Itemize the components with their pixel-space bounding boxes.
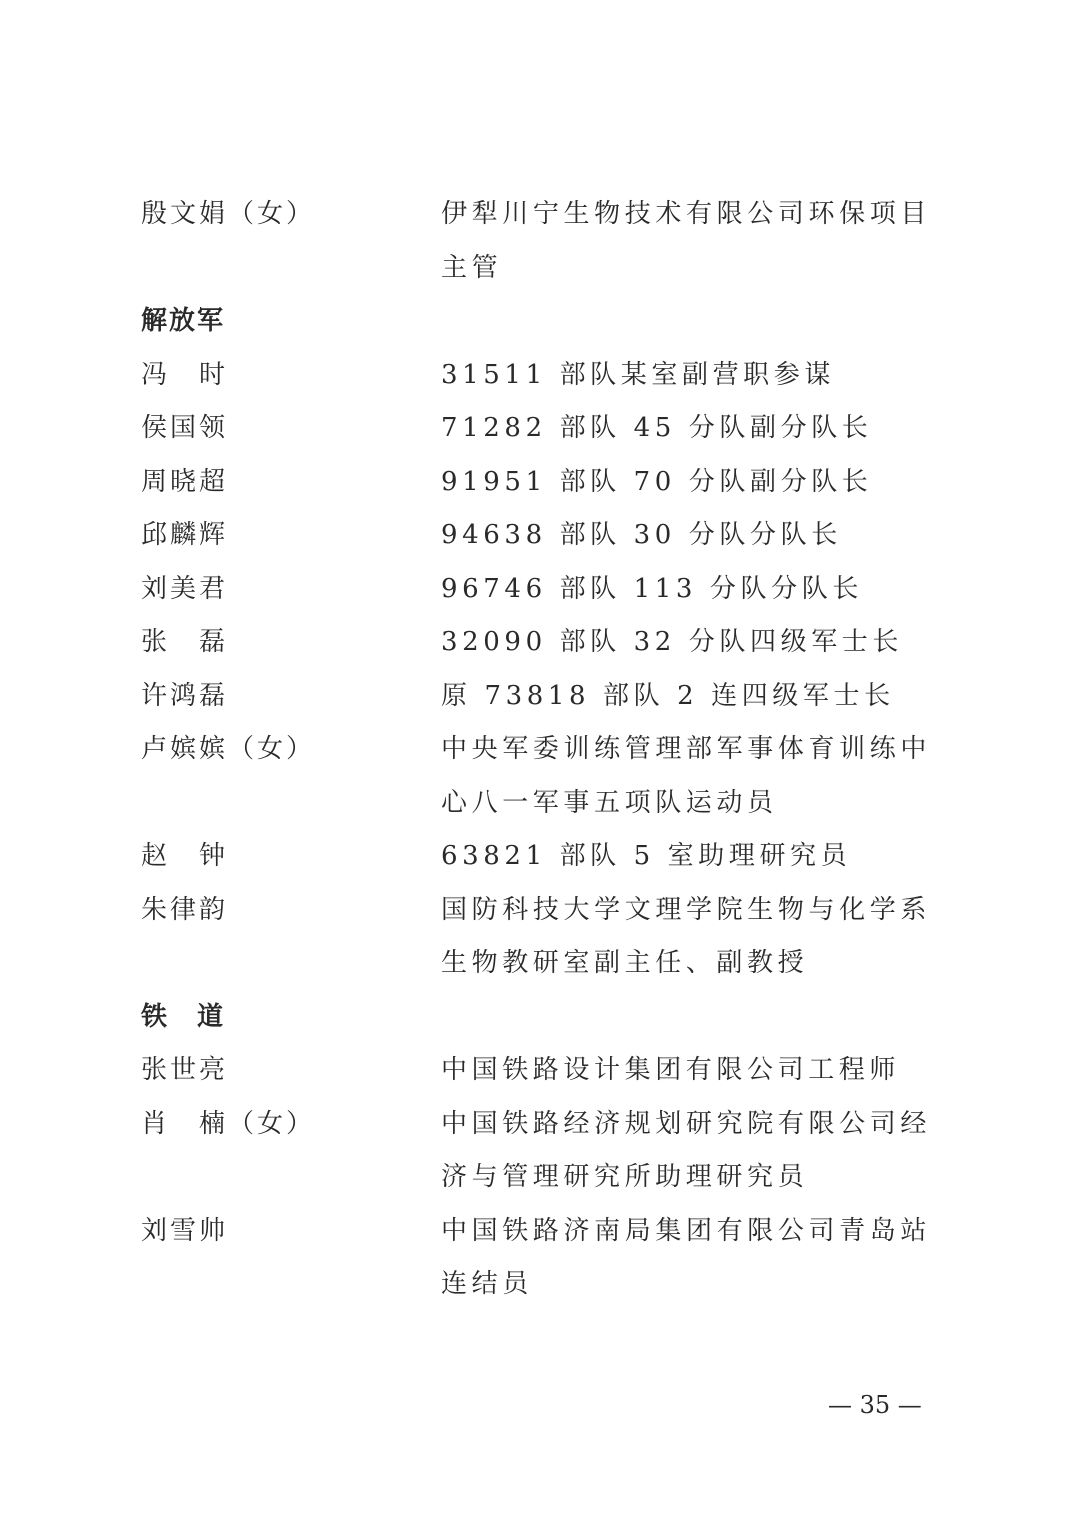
list-item <box>0 456 1080 510</box>
list-item <box>0 1044 1080 1098</box>
person-name: 张 磊 <box>141 627 229 657</box>
person-description: 32090 部队 32 分队四级军士长 <box>441 627 903 657</box>
person-description: 71282 部队 45 分队副分队长 <box>441 413 873 443</box>
section-heading-railway: 铁 道 <box>141 1001 226 1032</box>
document-body <box>0 188 1080 1312</box>
person-description: 中国铁路济南局集团有限公司青岛站连结员 <box>441 1215 931 1299</box>
person-name: 张世亮 <box>141 1055 229 1085</box>
person-name: 朱律韵 <box>141 894 229 925</box>
list-item <box>0 509 1080 563</box>
person-description: 中央军委训练管理部军事体育训练中心八一军事五项队运动员 <box>441 734 931 818</box>
list-item <box>0 402 1080 456</box>
person-description: 31511 部队某室副营职参谋 <box>441 359 835 390</box>
person-description: 63821 部队 5 室助理研究员 <box>441 841 852 871</box>
list-item <box>0 670 1080 724</box>
person-name: 许鸿磊 <box>141 680 229 711</box>
person-description: 中国铁路经济规划研究院有限公司经济与管理研究所助理研究员 <box>441 1108 931 1192</box>
person-name: 周晓超 <box>141 466 229 497</box>
person-description: 91951 部队 70 分队副分队长 <box>441 466 873 497</box>
list-item <box>0 830 1080 884</box>
person-description: 原 73818 部队 2 连四级军士长 <box>441 680 895 711</box>
person-name: 赵 钟 <box>141 841 229 871</box>
person-name: 冯 时 <box>141 359 229 390</box>
list-item <box>0 563 1080 617</box>
list-item <box>0 884 1080 991</box>
list-item <box>0 188 1080 295</box>
list-item <box>0 349 1080 403</box>
person-name: 刘雪帅 <box>141 1215 229 1246</box>
list-item <box>0 1205 1080 1312</box>
list-item <box>0 1098 1080 1205</box>
person-name: 肖 楠（女） <box>141 1108 316 1139</box>
person-description: 96746 部队 113 分队分队长 <box>441 573 863 604</box>
person-description: 伊犁川宁生物技术有限公司环保项目主管 <box>441 199 931 283</box>
list-item <box>0 723 1080 830</box>
list-item <box>0 616 1080 670</box>
person-description: 中国铁路设计集团有限公司工程师 <box>441 1055 901 1085</box>
person-description: 94638 部队 30 分队分队长 <box>441 520 842 550</box>
person-name: 刘美君 <box>141 573 229 604</box>
person-description: 国防科技大学文理学院生物与化学系生物教研室副主任、副教授 <box>441 894 931 978</box>
person-name: 邱麟辉 <box>141 520 229 550</box>
person-name: 侯国领 <box>141 413 229 443</box>
person-name: 殷文娟（女） <box>141 199 316 229</box>
person-name: 卢嫔嫔（女） <box>141 734 316 764</box>
page-number: — 35 — <box>828 1391 922 1419</box>
section-heading-pla: 解放军 <box>141 306 226 336</box>
